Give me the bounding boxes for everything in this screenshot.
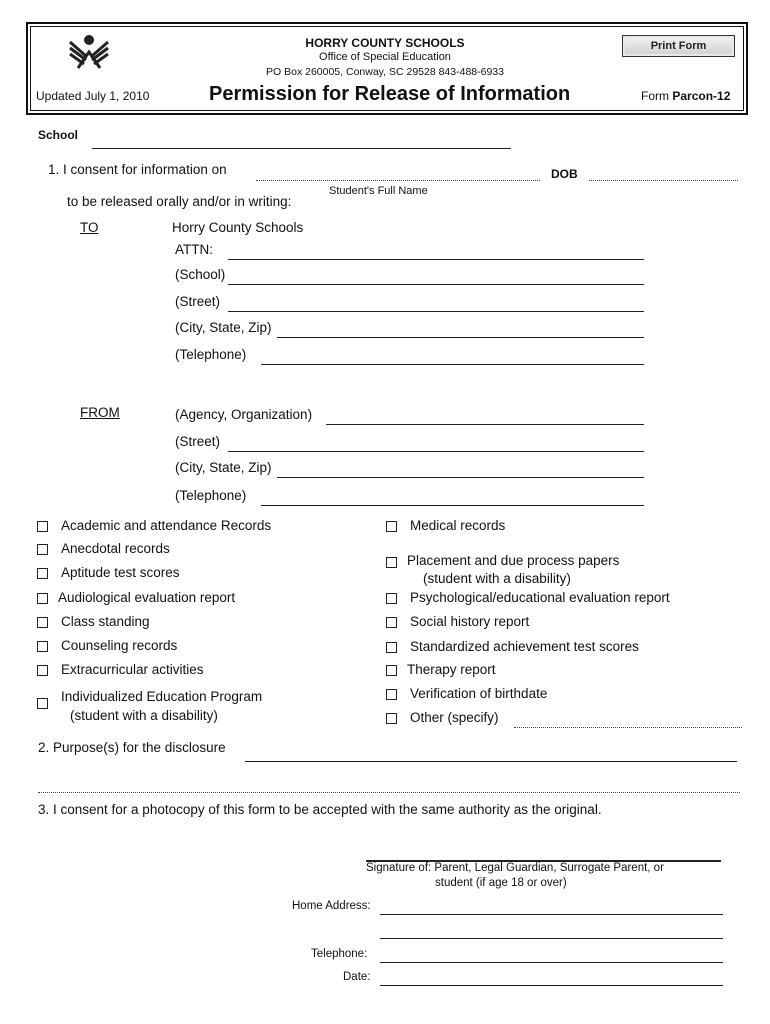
purpose-label: 2. Purpose(s) for the disclosure (38, 740, 226, 755)
office-name: Office of Special Education (319, 51, 451, 63)
medical-records-label: Medical records (410, 518, 506, 533)
to-telephone-label: (Telephone) (175, 347, 247, 362)
release-label: to be released orally and/or in writing: (67, 194, 292, 209)
school-label: School (38, 128, 79, 142)
student-name-caption: Student's Full Name (329, 185, 428, 197)
home-address-field-1[interactable] (380, 914, 723, 915)
date-field[interactable] (380, 985, 723, 986)
print-form-button[interactable]: Print Form (622, 35, 735, 57)
purpose-field-2[interactable] (38, 792, 740, 793)
telephone-label: Telephone: (311, 948, 368, 960)
dob-label: DOB (551, 167, 578, 181)
other-checkbox[interactable] (386, 713, 397, 724)
extracurricular-label: Extracurricular activities (61, 662, 204, 677)
telephone-field[interactable] (380, 962, 723, 963)
to-street-field[interactable] (228, 311, 644, 312)
from-city-label: (City, State, Zip) (175, 460, 272, 475)
form-number: Form Parcon-12 (641, 89, 731, 103)
attn-label: ATTN: (175, 242, 213, 257)
class-standing-label: Class standing (61, 614, 150, 629)
therapy-report-checkbox[interactable] (386, 665, 397, 676)
to-label: TO (80, 220, 99, 235)
iep-label: Individualized Education Program (61, 689, 263, 704)
counseling-records-checkbox[interactable] (37, 641, 48, 652)
other-specify-field[interactable] (514, 727, 742, 728)
from-street-field[interactable] (228, 451, 644, 452)
consent-label: 1. I consent for information on (48, 162, 227, 177)
placement-papers-label: Placement and due process papers (407, 553, 620, 568)
achievement-scores-checkbox[interactable] (386, 642, 397, 653)
purpose-field-1[interactable] (245, 761, 737, 762)
anecdotal-records-label: Anecdotal records (61, 541, 170, 556)
class-standing-checkbox[interactable] (37, 617, 48, 628)
audiological-report-label: Audiological evaluation report (58, 590, 236, 605)
medical-records-checkbox[interactable] (386, 521, 397, 532)
placement-papers-sublabel: (student with a disability) (423, 571, 571, 586)
birthdate-verification-label: Verification of birthdate (410, 686, 548, 701)
from-label: FROM (80, 405, 120, 420)
placement-papers-checkbox[interactable] (386, 557, 397, 568)
achievement-scores-label: Standardized achievement test scores (410, 639, 639, 654)
birthdate-verification-checkbox[interactable] (386, 689, 397, 700)
home-address-label: Home Address: (292, 900, 371, 912)
extracurricular-checkbox[interactable] (37, 665, 48, 676)
home-address-field-2[interactable] (380, 938, 723, 939)
from-agency-label: (Agency, Organization) (175, 407, 313, 422)
from-street-label: (Street) (175, 434, 221, 449)
to-school-field[interactable] (228, 284, 644, 285)
therapy-report-label: Therapy report (407, 662, 496, 677)
photocopy-consent-label: 3. I consent for a photocopy of this form to be accepted with the same authority as the original. (38, 802, 602, 817)
aptitude-scores-checkbox[interactable] (37, 568, 48, 579)
signature-caption-2: student (if age 18 or over) (435, 877, 567, 889)
aptitude-scores-label: Aptitude test scores (61, 565, 180, 580)
counseling-records-label: Counseling records (61, 638, 178, 653)
updated-date: Updated July 1, 2010 (36, 89, 150, 103)
iep-sublabel: (student with a disability) (70, 708, 218, 723)
dob-field[interactable] (589, 180, 738, 181)
social-history-label: Social history report (410, 614, 530, 629)
date-label: Date: (343, 971, 371, 983)
school-field[interactable] (92, 148, 511, 149)
academic-records-checkbox[interactable] (37, 521, 48, 532)
page-title: Permission for Release of Information (209, 83, 571, 105)
social-history-checkbox[interactable] (386, 617, 397, 628)
from-city-field[interactable] (277, 477, 644, 478)
to-org: Horry County Schools (172, 220, 304, 235)
psychological-report-label: Psychological/educational evaluation report (410, 590, 670, 605)
to-telephone-field[interactable] (261, 364, 644, 365)
iep-checkbox[interactable] (37, 698, 48, 709)
attn-field[interactable] (228, 259, 644, 260)
other-label: Other (specify) (410, 710, 499, 725)
audiological-report-checkbox[interactable] (37, 593, 48, 604)
psychological-report-checkbox[interactable] (386, 593, 397, 604)
from-telephone-label: (Telephone) (175, 488, 247, 503)
to-city-label: (City, State, Zip) (175, 320, 272, 335)
org-address: PO Box 260005, Conway, SC 29528 843-488-6933 (266, 66, 504, 78)
to-city-field[interactable] (277, 337, 644, 338)
academic-records-label: Academic and attendance Records (61, 518, 272, 533)
from-agency-field[interactable] (326, 424, 644, 425)
org-name: HORRY COUNTY SCHOOLS (305, 36, 465, 50)
to-street-label: (Street) (175, 294, 221, 309)
anecdotal-records-checkbox[interactable] (37, 544, 48, 555)
signature-caption: Signature of: Parent, Legal Guardian, Surrogate Parent, or (366, 862, 664, 874)
from-telephone-field[interactable] (261, 505, 644, 506)
student-name-field[interactable] (256, 180, 540, 181)
to-school-label: (School) (175, 267, 226, 282)
